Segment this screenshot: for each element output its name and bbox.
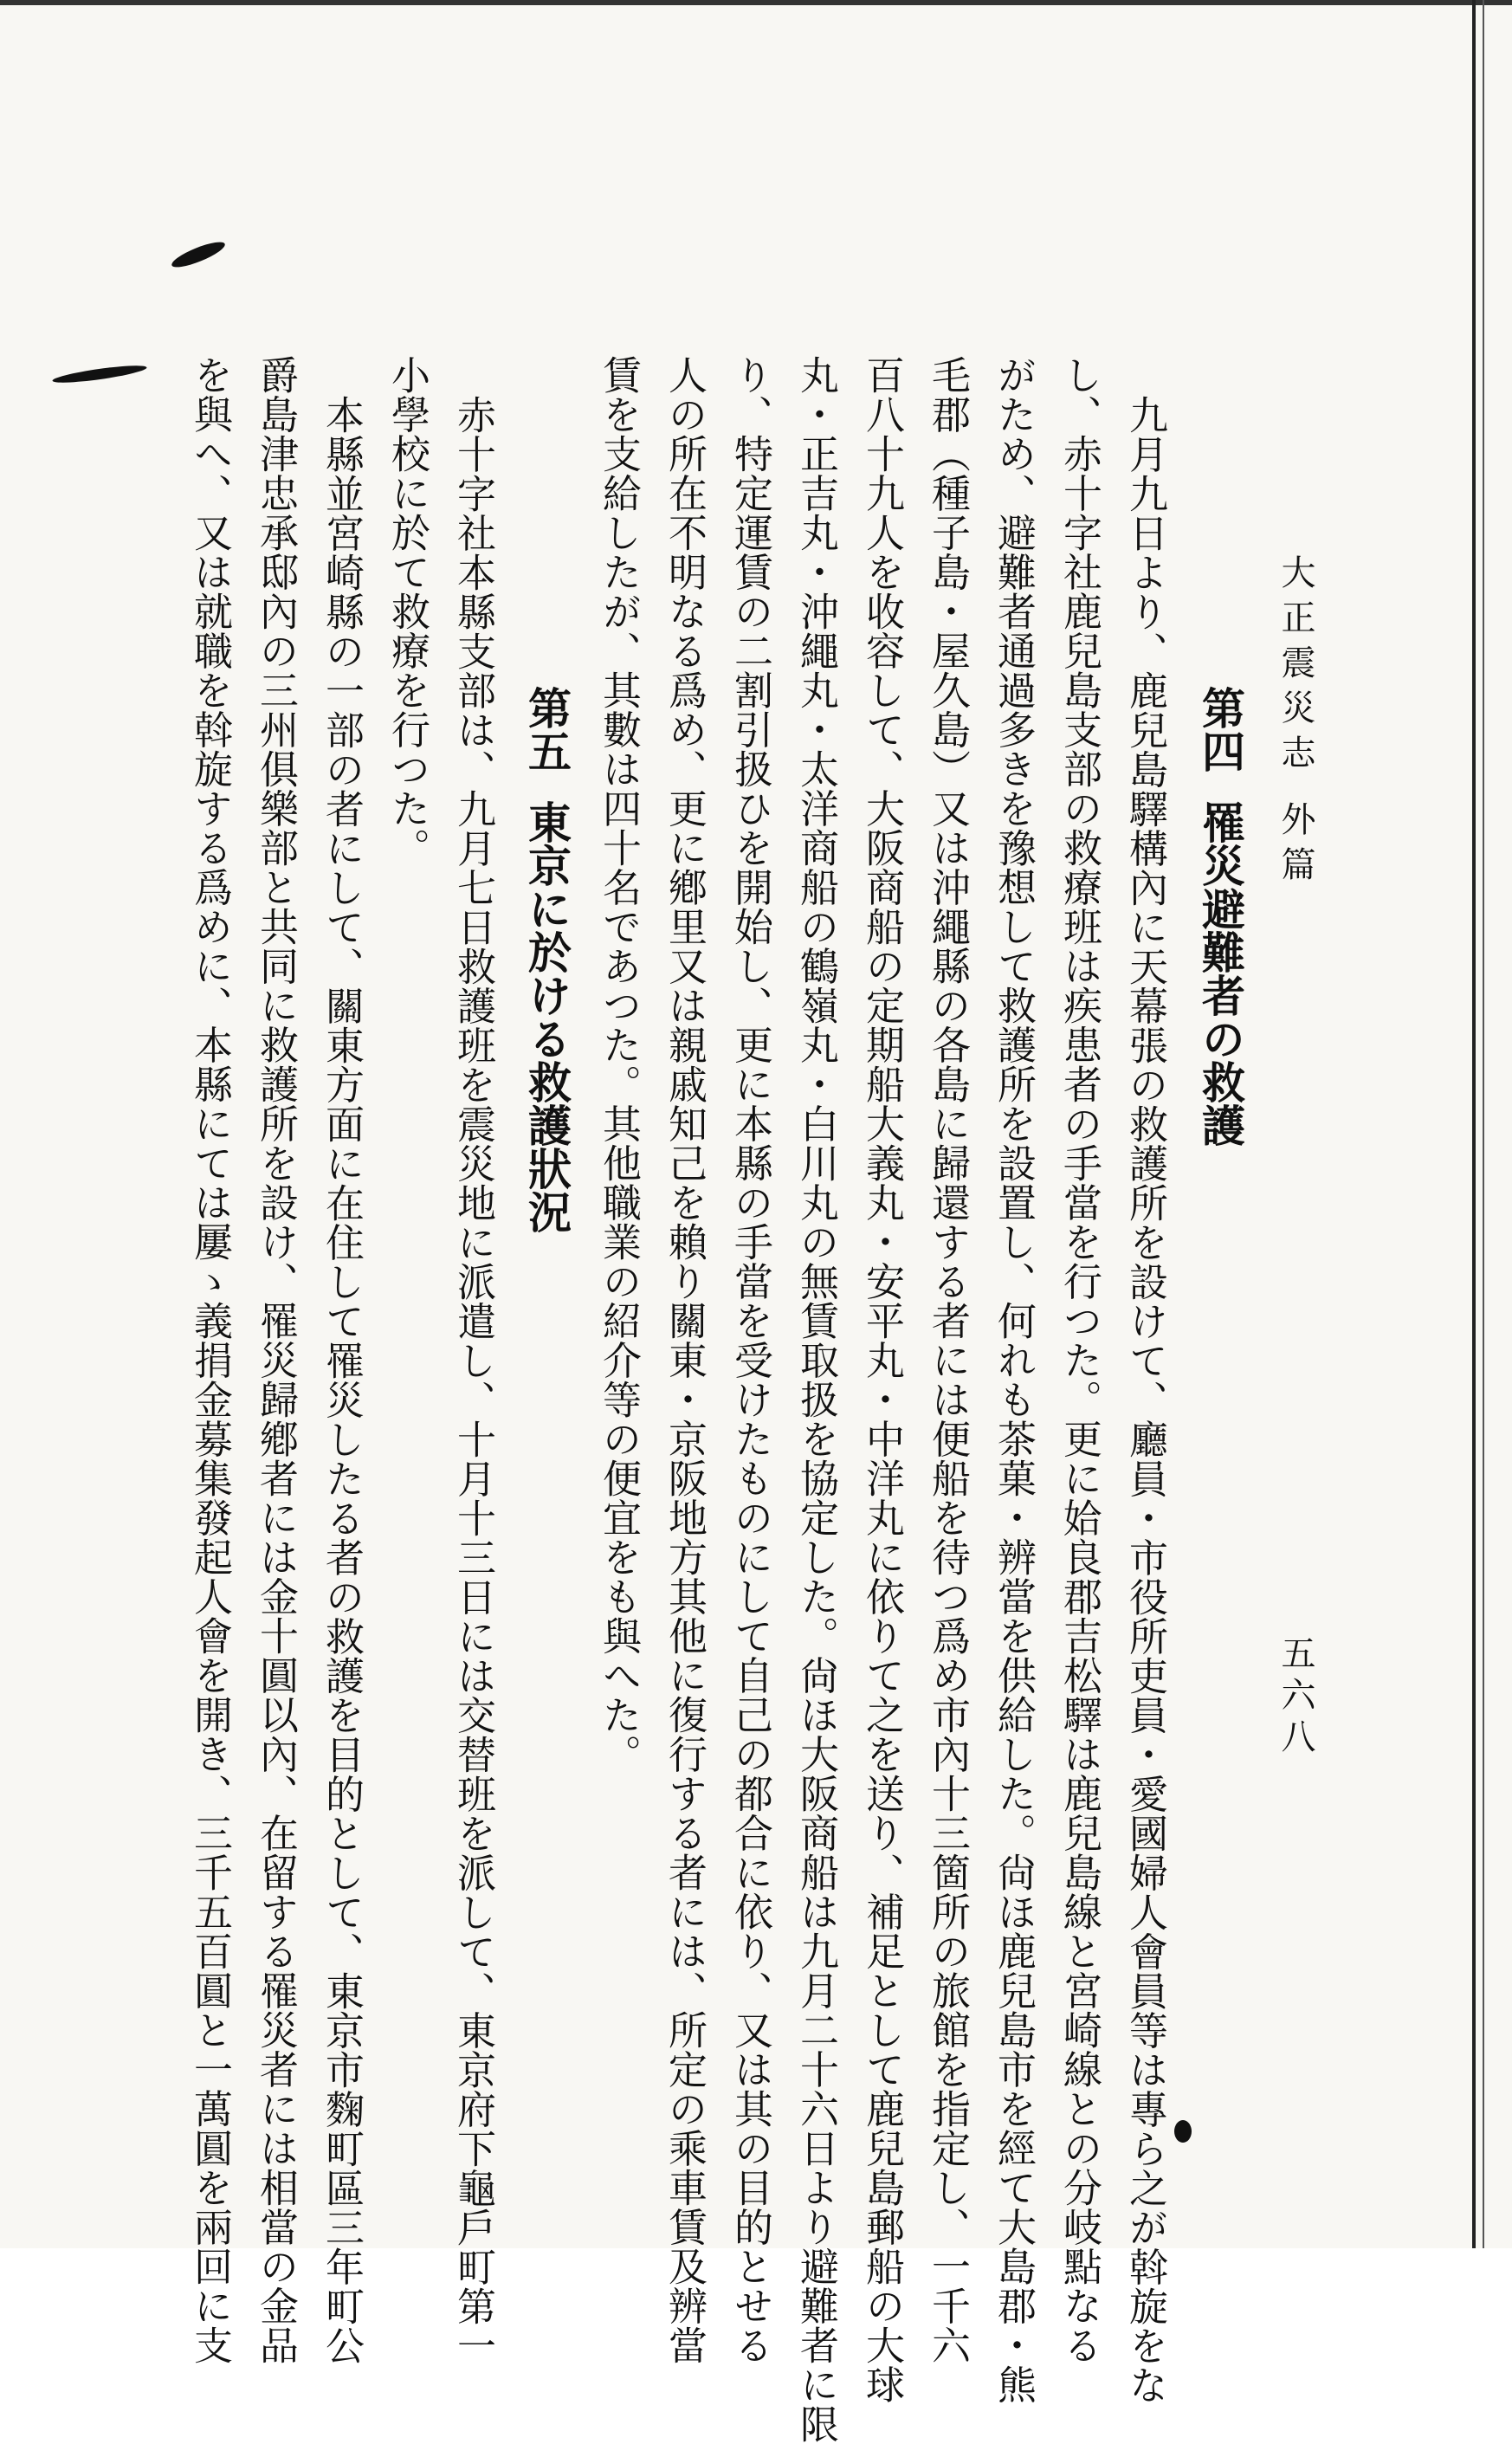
text-line: 人の所在不明なる爲め、更に鄕里又は親戚知己を賴り關東・京阪地方其他に復行する者には、所定の乘車賃及辨當	[662, 355, 708, 2365]
text-line: 賃を支給したが、其數は四十名であつた。其他職業の紹介等の便宜をも與へた。	[596, 355, 642, 1774]
text-line: 本縣並宮崎縣の一部の者にして、關東方面に在住して罹災したる者の救護を目的として、東京市麴町區三年町公	[319, 395, 365, 2365]
text-line: 九月九日より、鹿兒島驛構內に天幕張の救護所を設けて、廳員・市役所吏員・愛國婦人會員等は專ら之が斡旋をな	[1122, 395, 1168, 2405]
text-line: がため、避難者通過多きを豫想して救護所を設置し、何れも茶菓・辨當を供給した。尙ほ鹿兒島市を經て大島郡・熊	[991, 355, 1037, 2404]
section-title: 東京に於ける救護狀況	[521, 800, 572, 1233]
page-edge-right	[1472, 0, 1476, 2248]
text-line: 毛郡（種子島・屋久島）又は沖繩縣の各島に歸還する者には便船を待つ爲め市內十三箇所の旅館を指定し、一千六	[925, 355, 971, 2365]
text-line: を與へ、又は就職を斡旋する爲めに、本縣にては屢ゝ義捐金募集發起人會を開き、三千五百圓と一萬圓を兩回に支	[187, 355, 233, 2365]
text-line: 赤十字社本縣支部は、九月七日救護班を震災地に派遣し、十月十三日には交替班を派して、東京府下龜戶町第一	[450, 395, 496, 2365]
section-heading-4	[1195, 686, 1246, 1147]
ink-smudge	[169, 237, 227, 272]
page-edge-top	[0, 0, 1512, 5]
text-line: 丸・正吉丸・沖繩丸・太洋商船の鶴嶺丸・白川丸の無賃取扱を協定した。尙ほ大阪商船は九月二十六日より避難者に限	[793, 355, 839, 2444]
text-line: 百八十九人を收容して、大阪商船の定期船大義丸・安平丸・中洋丸に依りて之を送り、補足として鹿兒島郵船の大球	[859, 355, 905, 2404]
section-number: 第四	[1195, 686, 1246, 773]
text-line: し、赤十字社鹿兒島支部の救療班は疾患者の手當を行つた。更に姶良郡吉松驛は鹿兒島線と宮崎線との分岐點なる	[1056, 355, 1102, 2365]
running-title: 大正震災志 外篇	[1276, 554, 1315, 891]
text-line: 爵島津忠承邸內の三州俱樂部と共同に救護所を設け、罹災歸鄕者には金十圓以內、在留する罹災者には相當の金品	[253, 355, 299, 2365]
ink-spot	[1174, 2120, 1192, 2143]
ink-smudge	[52, 362, 148, 385]
text-line: り、特定運賃の二割引扱ひを開始し、更に本縣の手當を受けたものにして自己の都合に依り、又は其の目的とせる	[727, 355, 773, 2365]
page-edge-right-inner	[1483, 0, 1484, 2248]
section-title: 罹災避難者の救護	[1195, 800, 1246, 1147]
page-number: 五六八	[1276, 1635, 1315, 1760]
text-line: 小學校に於て救療を行つた。	[384, 355, 430, 868]
section-heading-5	[521, 686, 572, 1233]
section-number: 第五	[521, 686, 572, 773]
